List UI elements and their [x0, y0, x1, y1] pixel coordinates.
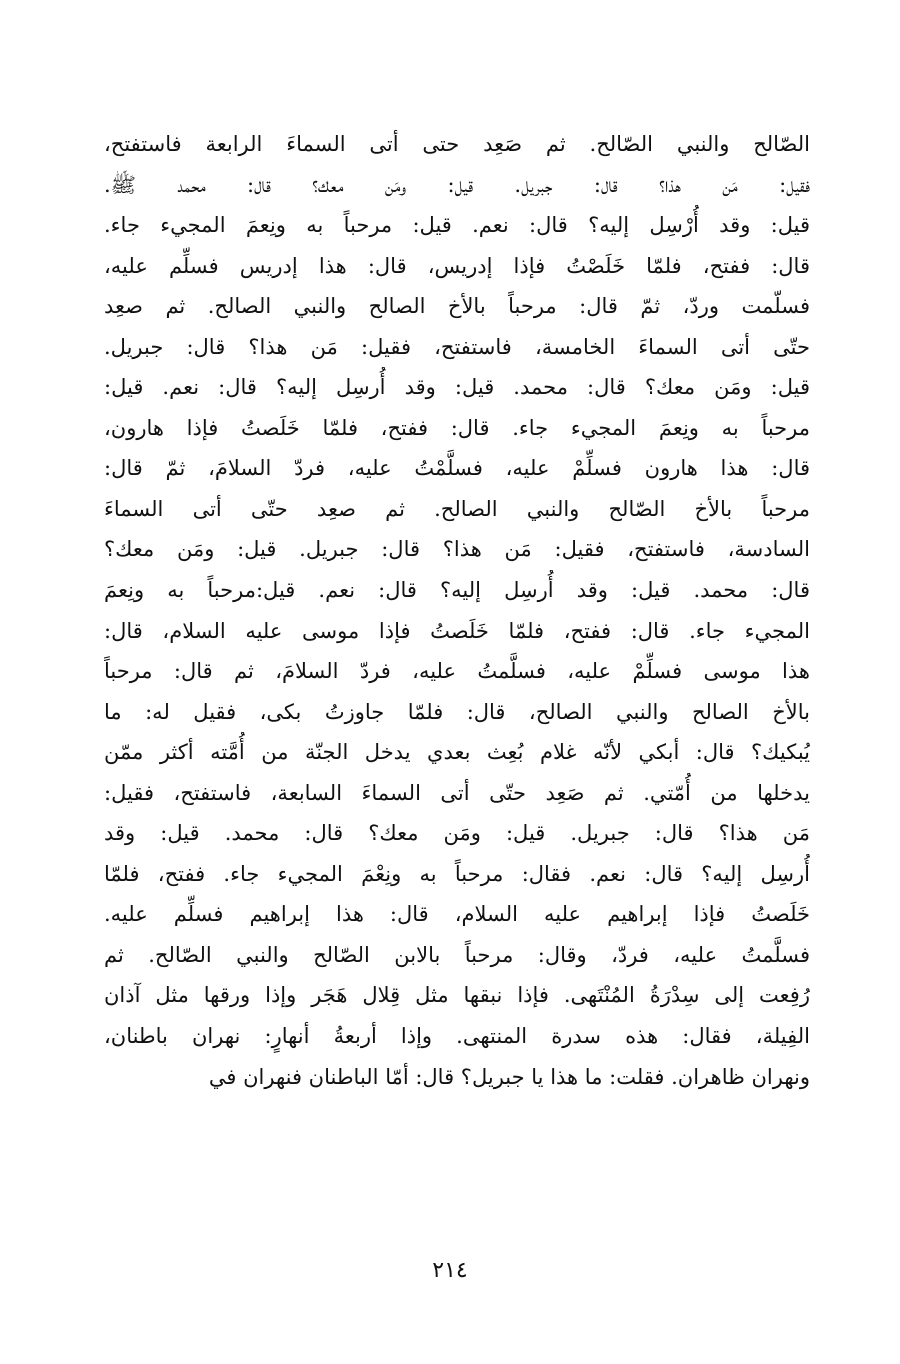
text-line: قال: هذا هارون فسلِّمْ عليه، فسلَّمْتُ عليه، فردّ السلامَ، ثمّ قال: [104, 456, 810, 481]
text-line: فسلَّمتُ عليه، فردّ، وقال: مرحباً بالابن الصّالح والنبي الصّالح. ثم [104, 942, 810, 967]
text-line: المجيء جاء. قال: ففتح، فلمّا خَلَصتُ فإذا موسى عليه السلام، قال: [104, 618, 810, 643]
text-line: السادسة، فاستفتح، فقيل: مَن هذا؟ قال: جبريل. قيل: ومَن معك؟ [104, 537, 810, 562]
text-line: الفِيلة، فقال: هذه سدرة المنتهى. وإذا أربعةُ أنهارٍ: نهران باطنان، [104, 1024, 810, 1049]
text-line: بالأخ الصالح والنبي الصالح، قال: فلمّا جاوزتُ بكى، فقيل له: ما [104, 699, 810, 724]
text-line: فسلّمت وردّ، ثمّ قال: مرحباً بالأخ الصالح والنبي الصالح. ثم صعِد [104, 294, 810, 319]
text-line: قال: محمد. قيل: وقد أُرسِل إليه؟ قال: نعم. قيل:مرحباً به ونِعمَ [104, 578, 810, 603]
text-line: خَلَصتُ فإذا إبراهيم عليه السلام، قال: هذا إبراهيم فسلِّم عليه. [104, 902, 810, 927]
body-text [104, 124, 810, 1097]
text-line: قال: ففتح، فلمّا خَلَصْتُ فإذا إدريس، قال: هذا إدريس فسلِّم عليه، [104, 253, 810, 278]
text-line: قيل: ومَن معك؟ قال: محمد. قيل: وقد أُرسِل إليه؟ قال: نعم. قيل: [104, 375, 810, 400]
text-line: يُبكيك؟ قال: أبكي لأنّه غلام بُعِث بعدي يدخل الجنّة من أُمَّته أكثر ممّن [104, 740, 810, 765]
text-line: قيل: وقد أُرْسِل إليه؟ قال: نعم. قيل: مرحباً به ونِعمَ المجيء جاء. [104, 213, 810, 238]
text-line: مَن هذا؟ قال: جبريل. قيل: ومَن معك؟ قال: محمد. قيل: وقد [104, 821, 810, 846]
text-line: فقيل: مَن هذا؟ قال: جبريل. قيل: ومَن معك؟ قال: محمد ﷺ. [104, 172, 810, 197]
text-line: حتّى أتى السماءَ الخامسة، فاستفتح، فقيل: مَن هذا؟ قال: جبريل. [104, 334, 810, 359]
text-line: رُفِعت إلى سِدْرَةُ المُنْتَهى. فإذا نبقها مثل قِلال هَجَر وإذا ورقها مثل آذان [104, 983, 810, 1008]
text-line: يدخلها من أُمّتي. ثم صَعِد حتّى أتى السماءَ السابعة، فاستفتح، فقيل: [104, 780, 810, 805]
text-line: مرحباً بالأخ الصّالح والنبي الصالح. ثم صعِد حتّى أتى السماءَ [104, 496, 810, 521]
text-line: ونهران ظاهران. فقلت: ما هذا يا جبريل؟ قال: أمّا الباطنان فنهران في [208, 1064, 810, 1089]
text-line: مرحباً به ونِعمَ المجيء جاء. قال: ففتح، فلمّا خَلَصتُ فإذا هارون، [104, 415, 810, 440]
page-number: ٢١٤ [432, 1258, 468, 1283]
text-line: الصّالح والنبي الصّالح. ثم صَعِد حتى أتى السماءَ الرابعة فاستفتح، [104, 132, 810, 156]
text-line: هذا موسى فسلِّمْ عليه، فسلَّمتُ عليه، فردّ السلامَ، ثم قال: مرحباً [104, 659, 810, 684]
text-line: أُرسِل إليه؟ قال: نعم. فقال: مرحباً به ونِعْمَ المجيء جاء. ففتح، فلمّا [104, 861, 810, 886]
